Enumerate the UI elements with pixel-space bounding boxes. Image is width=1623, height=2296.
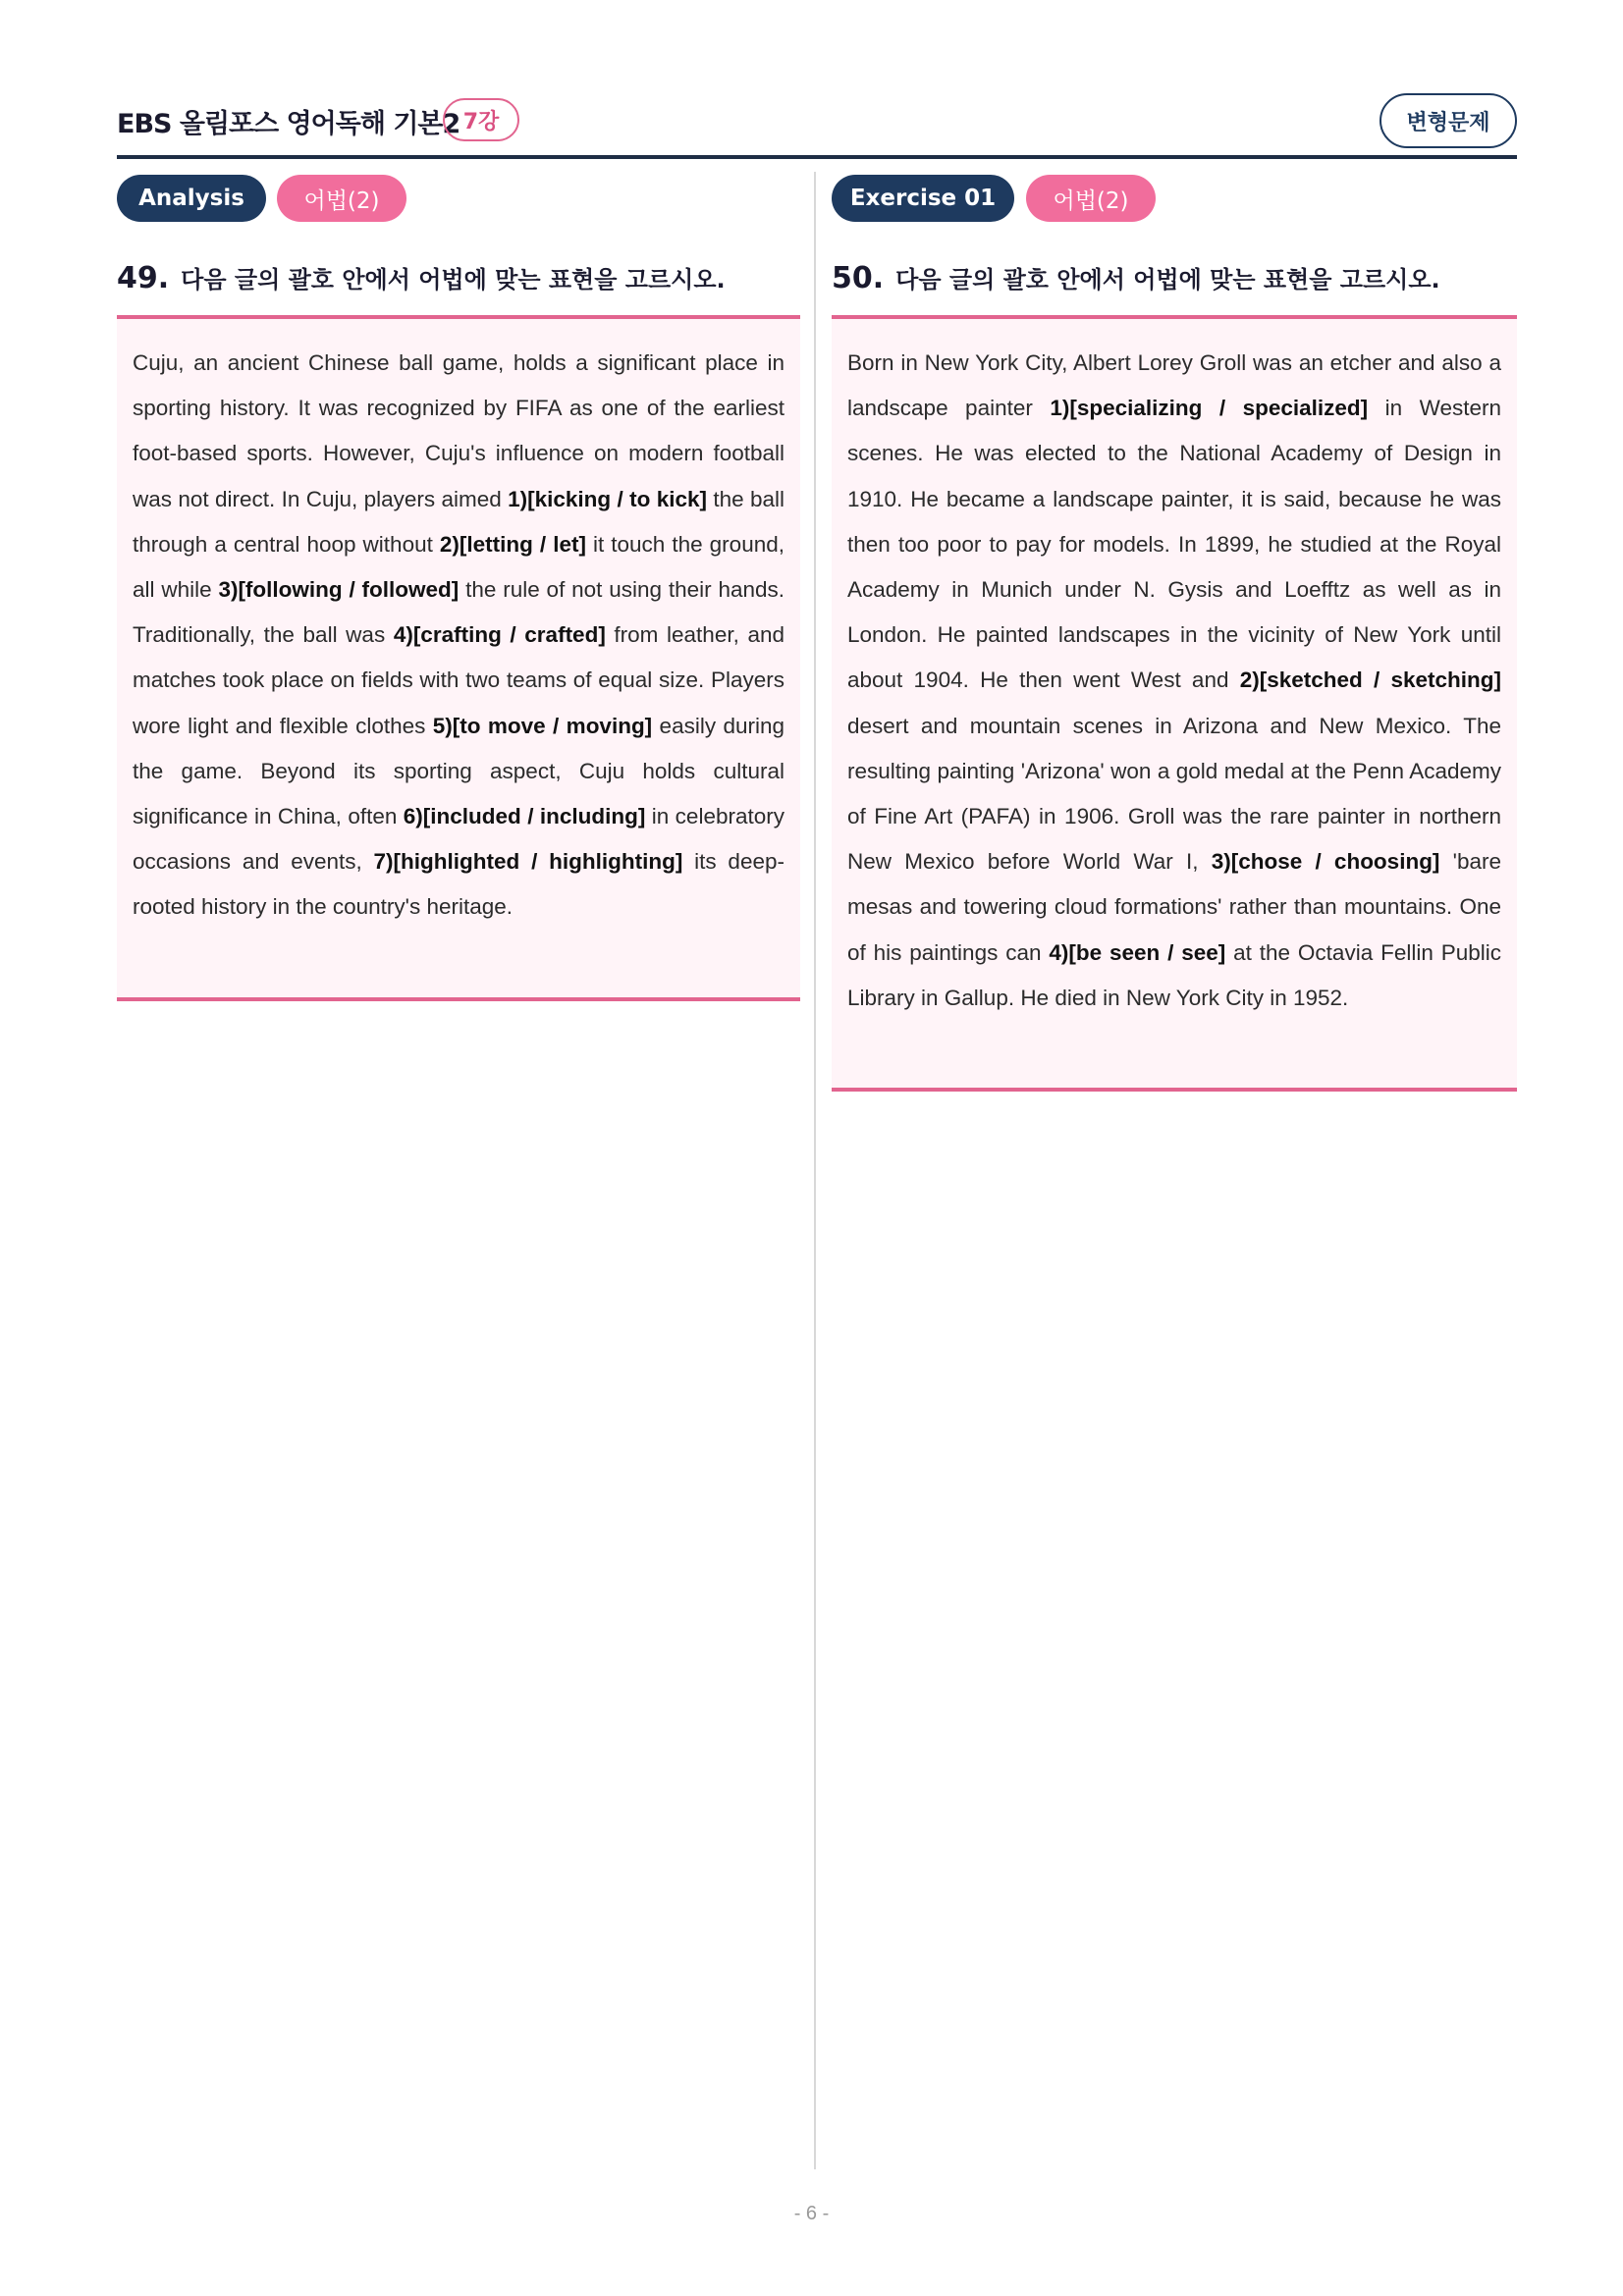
question-text: 다음 글의 괄호 안에서 어법에 맞는 표현을 고르시오. bbox=[895, 266, 1440, 294]
header-title: EBS 올림포스 영어독해 기본2 bbox=[117, 109, 460, 139]
answer-choice: 1)[specializing / specialized] bbox=[1050, 396, 1369, 421]
answer-choice: 2)[sketched / sketching] bbox=[1239, 667, 1501, 693]
category-label-grammar: 어법(2) bbox=[277, 175, 406, 222]
page-number: - 6 - bbox=[793, 2203, 830, 2224]
answer-choice: 6)[included / including] bbox=[403, 804, 646, 829]
answer-choice: 3)[following / followed] bbox=[218, 577, 460, 603]
section-label-exercise: Exercise 01 bbox=[832, 175, 1014, 222]
answer-choice: 4)[crafting / crafted] bbox=[393, 622, 606, 648]
answer-choice: 5)[to move / moving] bbox=[432, 713, 653, 738]
passage-box bbox=[117, 315, 800, 1001]
answer-choice: 3)[chose / choosing] bbox=[1211, 849, 1440, 875]
passage-text: Born in New York City, Albert Lorey Groll was an etcher and also a landscape painter 1)[specializing / specialized] in Western scenes. He was elected to the National Academy of Design in 1910. He became a landscape painter, it is said, because he was then too poor to pay for models. In 1899, he studied at the Royal Academy in Munich under N. Gysis and Loefftz as well as in London. He painted landscapes in the vicinity of New York until about 1904. He then went West and 2)[sketched / sketching] desert and mountain scenes in Arizona and New Mexico. The resulting painting 'Arizona' won a gold medal at the Penn Academy of Fine Art (PAFA) in 1906. Groll was the rare painter in northern New Mexico before World War I, 3)[chose / choosing] 'bare mesas and towering cloud formations' rather than mountains. One of his paintings can 4)[be seen / see] at the Octavia Fellin Public Library in Gallup. He died in New York City in 1952. bbox=[847, 350, 1501, 1010]
answer-choice: 2)[letting / let] bbox=[439, 531, 586, 557]
question-heading bbox=[832, 260, 1440, 295]
question-text: 다음 글의 괄호 안에서 어법에 맞는 표현을 고르시오. bbox=[181, 266, 726, 294]
section-label-analysis: Analysis bbox=[117, 175, 266, 222]
variant-badge: 변형문제 bbox=[1380, 93, 1517, 148]
passage-box bbox=[832, 315, 1517, 1092]
question-heading bbox=[117, 260, 726, 295]
header-divider bbox=[117, 155, 1517, 159]
passage-text: Cuju, an ancient Chinese ball game, holds a significant place in sporting history. It was recognized by FIFA as one of the earliest foot-based sports. However, Cuju's influence on modern football was not direct. In Cuju, players aimed 1)[kicking / to kick] the ball through a central hoop without 2)[letting / let] it touch the ground, all while 3)[following / followed] the rule of not using their hands. Traditionally, the ball was 4)[crafting / crafted] from leather, and matches took place on fields with two teams of equal size. Players wore light and flexible clothes 5)[to move / moving] easily during the game. Beyond its sporting aspect, Cuju holds cultural significance in China, often 6)[included / including] in celebratory occasions and events, 7)[highlighted / highlighting] its deep-rooted history in the country's heritage. bbox=[133, 350, 785, 920]
question-number: 49. bbox=[117, 261, 170, 295]
column-divider bbox=[814, 172, 816, 2169]
category-label-grammar: 어법(2) bbox=[1026, 175, 1156, 222]
answer-choice: 1)[kicking / to kick] bbox=[508, 486, 707, 511]
lesson-badge: 7강 bbox=[443, 98, 519, 141]
answer-choice: 7)[highlighted / highlighting] bbox=[373, 849, 683, 875]
answer-choice: 4)[be seen / see] bbox=[1049, 939, 1226, 965]
question-number: 50. bbox=[832, 261, 885, 295]
